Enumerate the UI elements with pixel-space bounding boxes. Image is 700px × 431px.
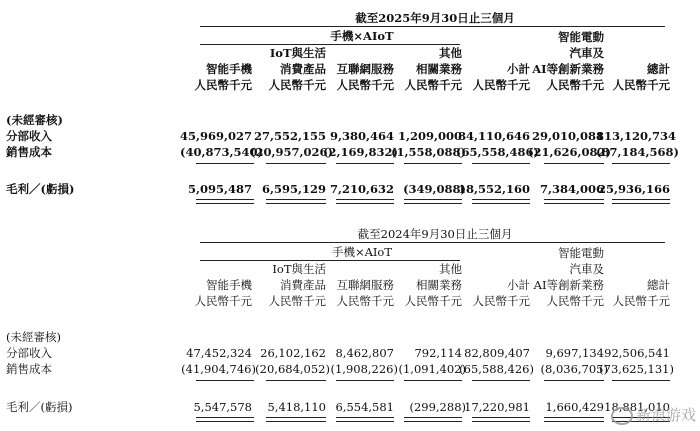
bottom-group-rule xyxy=(200,260,460,261)
cell: (8,036,705) xyxy=(540,362,608,376)
cell: 82,809,407 xyxy=(464,346,530,360)
row-label: 銷售成本 xyxy=(6,362,52,376)
cell: 5,095,487 xyxy=(187,182,252,196)
header-line: 汽車及 xyxy=(569,46,604,60)
cell: (40,873,540) xyxy=(180,145,263,159)
rule xyxy=(196,380,254,381)
row-label: 分部收入 xyxy=(6,129,52,143)
header-unit: 人民幣千元 xyxy=(612,294,670,308)
cell: 5,547,578 xyxy=(193,400,252,414)
header-unit: 人民幣千元 xyxy=(404,78,462,92)
header-line: 其他 xyxy=(439,46,462,60)
cell: (20,684,052) xyxy=(255,362,330,376)
double-rule xyxy=(196,417,254,422)
rule xyxy=(336,163,394,164)
header-line: IoT與生活 xyxy=(272,262,326,276)
rule xyxy=(612,163,670,164)
top-period-rule xyxy=(200,26,665,27)
rule xyxy=(336,380,394,381)
header-unit: 人民幣千元 xyxy=(404,294,462,308)
cell: 92,506,541 xyxy=(604,346,670,360)
header-unit: 人民幣千元 xyxy=(268,78,326,92)
top-period-label: 截至2025年9月30日止三個月 xyxy=(355,11,515,25)
watermark-text: 新浪游戏 xyxy=(635,406,696,424)
top-group-rule xyxy=(200,44,460,45)
header-line: 互聯網服務 xyxy=(336,278,394,292)
double-rule xyxy=(472,417,530,422)
rule xyxy=(612,380,670,381)
header-unit: 人民幣千元 xyxy=(268,294,326,308)
header-unit: 人民幣千元 xyxy=(546,78,604,92)
cell: 84,110,646 xyxy=(457,129,530,143)
header-line: 總計 xyxy=(647,278,670,292)
weibo-logo-icon xyxy=(611,407,633,425)
cell: 18,881,010 xyxy=(604,400,670,414)
double-rule xyxy=(404,199,462,204)
header-unit: 人民幣千元 xyxy=(336,294,394,308)
header-line: 消費產品 xyxy=(280,62,326,76)
cell: (21,626,082) xyxy=(528,145,611,159)
cell: 6,554,581 xyxy=(335,400,394,414)
cell: (65,558,486) xyxy=(456,145,539,159)
cell: 1,209,000 xyxy=(397,129,462,143)
cell: 17,220,981 xyxy=(464,400,530,414)
bottom-period-rule xyxy=(200,242,665,243)
cell: 792,114 xyxy=(414,346,462,360)
cell: (1,908,226) xyxy=(330,362,398,376)
rule xyxy=(472,163,530,164)
header-unit: 人民幣千元 xyxy=(472,294,530,308)
header-line: 智能電動 xyxy=(558,30,604,44)
header-unit: 人民幣千元 xyxy=(612,78,670,92)
cell: (73,625,131) xyxy=(599,362,674,376)
cell: 27,552,155 xyxy=(253,129,326,143)
row-label: 分部收入 xyxy=(6,346,52,360)
double-rule xyxy=(266,199,326,204)
header-line: 汽車及 xyxy=(569,262,604,276)
rule xyxy=(404,380,462,381)
header-line: 相關業務 xyxy=(416,278,462,292)
rule xyxy=(266,163,326,164)
cell: 45,969,027 xyxy=(180,129,253,143)
cell: 6,595,129 xyxy=(261,182,326,196)
double-rule xyxy=(404,417,462,422)
header-line: AI等創新業務 xyxy=(533,278,604,292)
rule xyxy=(472,380,530,381)
double-rule xyxy=(266,417,326,422)
watermark xyxy=(611,404,696,425)
cell: (41,904,746) xyxy=(181,362,256,376)
cell: (87,184,568) xyxy=(596,145,679,159)
top-group-label: 手機×AIoT xyxy=(330,29,394,43)
rule xyxy=(266,380,326,381)
double-rule xyxy=(544,199,604,204)
double-rule xyxy=(612,199,670,204)
bottom-period-label: 截至2024年9月30日止三個月 xyxy=(357,227,513,241)
double-rule xyxy=(336,199,394,204)
row-label: 毛利／(虧損) xyxy=(6,400,73,414)
cell: 26,102,162 xyxy=(260,346,326,360)
double-rule xyxy=(196,199,254,204)
cell: 7,210,632 xyxy=(329,182,394,196)
double-rule xyxy=(472,199,530,204)
cell: (2,169,832) xyxy=(323,145,398,159)
header-line: 互聯網服務 xyxy=(336,62,394,76)
double-rule xyxy=(544,417,604,422)
header-unit: 人民幣千元 xyxy=(546,294,604,308)
cell: 29,010,088 xyxy=(531,129,604,143)
header-unit: 人民幣千元 xyxy=(336,78,394,92)
cell: 47,452,324 xyxy=(186,346,252,360)
header-unit: 人民幣千元 xyxy=(194,294,252,308)
header-line: 智能手機 xyxy=(206,62,252,76)
cell: 9,380,464 xyxy=(329,129,394,143)
cell: 18,552,160 xyxy=(457,182,530,196)
cell: (65,588,426) xyxy=(459,362,534,376)
header-line: IoT與生活 xyxy=(269,46,326,60)
header-line: 小計 xyxy=(507,278,530,292)
cell: (349,088) xyxy=(403,182,466,196)
rule xyxy=(544,163,604,164)
header-line: 消費產品 xyxy=(280,278,326,292)
cell: 25,936,166 xyxy=(597,182,670,196)
cell: (1,091,402) xyxy=(398,362,466,376)
double-rule xyxy=(336,417,394,422)
rule xyxy=(196,163,254,164)
header-unit: 人民幣千元 xyxy=(472,78,530,92)
rule xyxy=(404,163,462,164)
rule xyxy=(544,380,604,381)
cell: (299,288) xyxy=(409,400,466,414)
row-label: 銷售成本 xyxy=(6,145,52,159)
cell: 1,660,429 xyxy=(545,400,604,414)
header-line: 小計 xyxy=(507,62,530,76)
header-unit: 人民幣千元 xyxy=(194,78,252,92)
header-line: 其他 xyxy=(439,262,462,276)
cell: 113,120,734 xyxy=(596,129,677,143)
bottom-group-label: 手機×AIoT xyxy=(331,245,393,259)
cell: (1,558,088) xyxy=(391,145,466,159)
header-line: AI等創新業務 xyxy=(532,62,604,76)
cell: 8,462,807 xyxy=(335,346,394,360)
bottom-unaudited-label: (未經審核) xyxy=(6,330,61,344)
top-unaudited-label: (未經審核) xyxy=(6,113,63,127)
header-line: 總計 xyxy=(647,62,670,76)
header-line: 相關業務 xyxy=(416,62,462,76)
row-label: 毛利／(虧損) xyxy=(6,182,75,196)
cell: (20,957,026) xyxy=(250,145,333,159)
cell: 9,697,134 xyxy=(545,346,604,360)
cell: 7,384,006 xyxy=(539,182,604,196)
header-line: 智能手機 xyxy=(206,278,252,292)
header-line: 智能電動 xyxy=(558,246,604,260)
cell: 5,418,110 xyxy=(267,400,326,414)
